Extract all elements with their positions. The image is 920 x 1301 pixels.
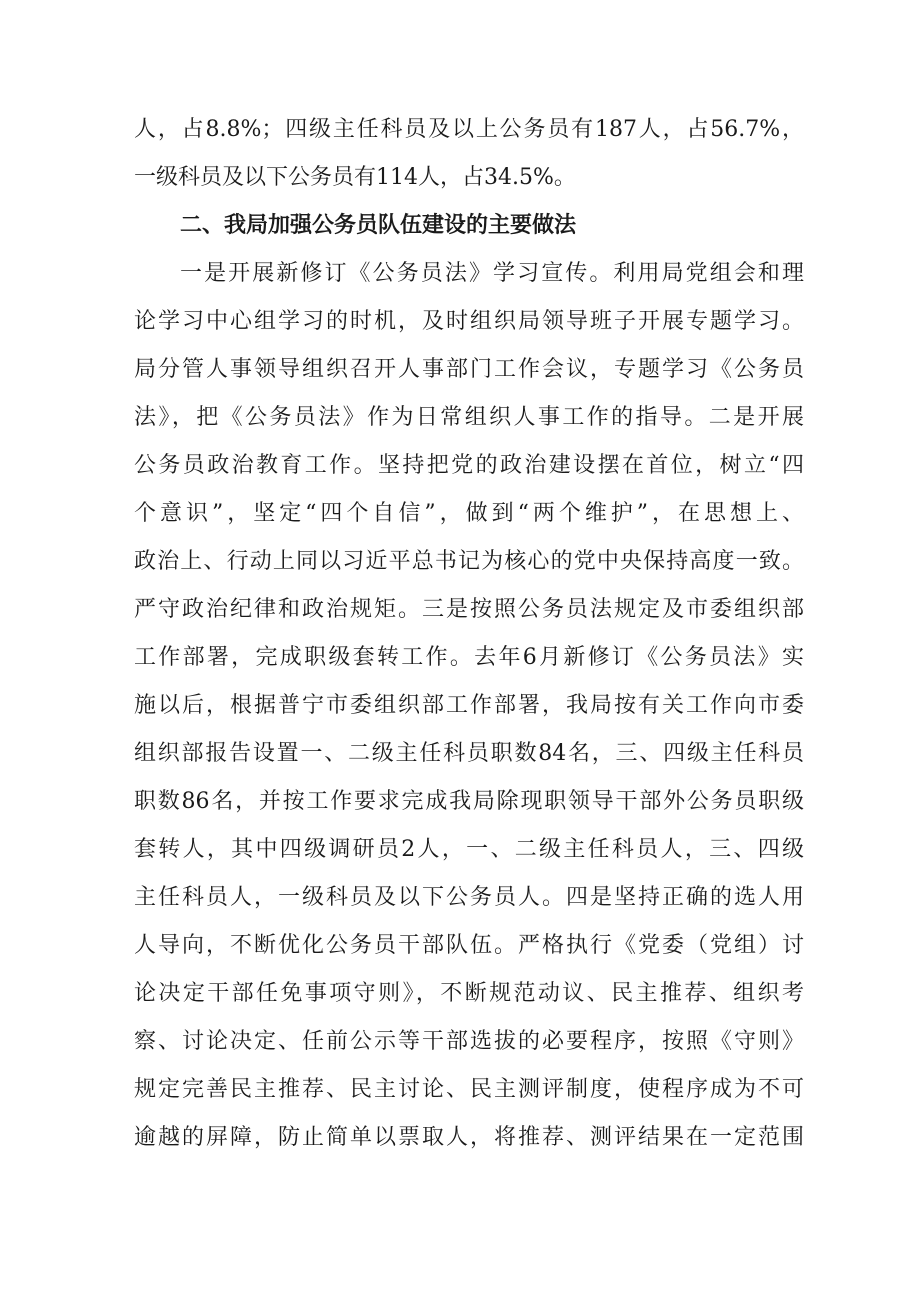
- text-line: 人，占8.8%；四级主任科员及以上公务员有187人，占56.7%，: [134, 117, 804, 142]
- text-line: 人导向，不断优化公务员干部队伍。严格执行《党委（党组）讨: [134, 933, 804, 958]
- text-line: 个意识”，坚定“四个自信”，做到“两个维护”，在思想上、: [134, 501, 804, 526]
- text-line: 一级科员及以下公务员有114人，占34.5%。: [134, 165, 576, 190]
- text-line: 察、讨论决定、任前公示等干部选拔的必要程序，按照《守则》: [134, 1029, 804, 1054]
- text-line: 职数86名，并按工作要求完成我局除现职领导干部外公务员职级: [134, 789, 804, 814]
- body-text: [134, 106, 804, 1162]
- text-line: 论学习中心组学习的时机，及时组织局领导班子开展专题学习。: [134, 309, 804, 334]
- text-line: 局分管人事领导组织召开人事部门工作会议，专题学习《公务员: [134, 357, 804, 382]
- text-line: 工作部署，完成职级套转工作。去年6月新修订《公务员法》实: [134, 645, 804, 670]
- text-line: 套转人，其中四级调研员2人，一、二级主任科员人，三、四级: [134, 837, 804, 862]
- text-line: 严守政治纪律和政治规矩。三是按照公务员法规定及市委组织部: [134, 597, 804, 622]
- section-heading: 二、我局加强公务员队伍建设的主要做法: [180, 213, 577, 238]
- text-line: 主任科员人，一级科员及以下公务员人。四是坚持正确的选人用: [134, 885, 804, 910]
- text-line: 规定完善民主推荐、民主讨论、民主测评制度，使程序成为不可: [134, 1077, 804, 1102]
- text-line: 法》，把《公务员法》作为日常组织人事工作的指导。二是开展: [134, 405, 804, 430]
- text-line: 论决定干部任免事项守则》，不断规范动议、民主推荐、组织考: [134, 981, 804, 1006]
- paragraph-first-line: 一是开展新修订《公务员法》学习宣传。利用局党组会和理: [180, 261, 804, 286]
- text-line: 公务员政治教育工作。坚持把党的政治建设摆在首位，树立“四: [134, 453, 804, 478]
- text-line: 组织部报告设置一、二级主任科员职数84名，三、四级主任科员: [134, 741, 804, 766]
- text-line: 施以后，根据普宁市委组织部工作部署，我局按有关工作向市委: [134, 693, 804, 718]
- text-line: 政治上、行动上同以习近平总书记为核心的党中央保持高度一致。: [134, 549, 804, 574]
- text-line: 逾越的屏障，防止简单以票取人，将推荐、测评结果在一定范围: [134, 1125, 804, 1150]
